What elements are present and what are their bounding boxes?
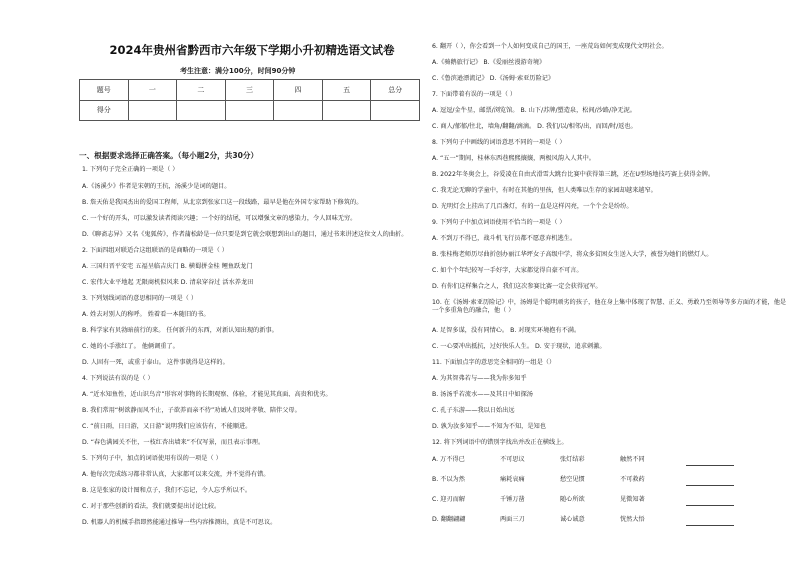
question-line: D. “春色满园关不住，一枝红杏出墙来”不仅写景，而且表示事理。 xyxy=(82,439,265,446)
question-line: 8. 下列句子中画线的词语意思不同的一项是（ ） xyxy=(432,139,566,146)
question-line: C. 一个好的开头，可以激发读者阅读兴趣；一个好的结尾，可以增强文章的感染力，令人回味无穷。 xyxy=(82,215,357,222)
question-line: A. 为其智弗若与——我为你多知乎 xyxy=(432,375,527,382)
answer-blank[interactable] xyxy=(686,525,734,526)
question-line: A. 他每次完成练习都非常认真，大家都可以来交流，并不觉得有错。 xyxy=(82,471,270,478)
question-line: 9. 下列句子中加点词语使用不恰当的一项是（ ） xyxy=(432,219,566,226)
question-line: A. 不到万不得已，战斗机飞行员都不愿意弃机逃生。 xyxy=(432,235,577,242)
question-line: B. 2022年冬奥会上，谷爱凌在自由式滑雪大跳台比赛中获得第三跳，还在U型场地技巧赛上获得金牌。 xyxy=(432,171,715,178)
word-row xyxy=(432,456,792,464)
table-cell: 题号 xyxy=(80,80,129,101)
question-line: D. 光明灯会上挂出了几百盏灯，有的一直是这样闪亮，一个个会是纷纷。 xyxy=(432,203,633,210)
word-cell: 愁空见惯 xyxy=(560,476,585,483)
question-line: C. 我无论无聊的学童中，有时在其他的里孩，但人类唯以生存的家园却越来越窄。 xyxy=(432,187,657,194)
answer-blank[interactable] xyxy=(686,465,734,466)
word-cell: 不可思议 xyxy=(500,456,525,463)
table-cell: 五 xyxy=(322,80,371,101)
question-line: C. 一心要冲出抵抗，过好快乐人生。 D. 安于现状，追求刺激。 xyxy=(432,343,606,350)
word-cell: A. 万不得已 xyxy=(432,456,465,463)
question-line: B. 我们常用“树欲静而风不止，子欲养而亲不待”劝诫人们及时孝敬、陪伴父母。 xyxy=(82,407,301,414)
question-line: 1. 下列句子完全正确的一项是（ ） xyxy=(82,166,179,173)
table-cell: 得分 xyxy=(80,100,129,121)
question-line: B. 张桂梅老师历尽曲折创办丽江华坪女子高级中学，将众多贫困女生送入大学，被誉为她们的燃灯人。 xyxy=(432,251,713,258)
question-line: A. 逗逗/金牛星，邮票/浏览馆。 B. 山下/苏牌/塑造泉，松间/沙路/净无泥。 xyxy=(432,107,636,114)
table-cell: 一 xyxy=(128,80,177,101)
word-cell: 诚心诚意 xyxy=(560,516,585,523)
question-line: C. 如个个年纪较写一手好字，大家都觉得自豪不可言。 xyxy=(432,267,583,274)
table-cell: 二 xyxy=(177,80,226,101)
word-row xyxy=(432,496,792,504)
word-cell: C. 迎刃而解 xyxy=(432,496,466,503)
word-cell: 两面三刀 xyxy=(500,516,525,523)
question-line: A.《骑鹅旅行记》 B.《爱丽丝漫游奇境》 xyxy=(432,59,546,66)
score-input-cell[interactable] xyxy=(225,100,274,121)
answer-blank[interactable] xyxy=(686,505,734,506)
exam-notice: 考生注意：满分100分，时间90分钟 xyxy=(180,67,296,75)
question-line: D. 人固有一死，或重于泰山。 这件事就得是这样的。 xyxy=(82,359,229,366)
word-cell: 张灯结彩 xyxy=(560,456,585,463)
question-line: C. “前日雨，日日游，又日游”说明我们应该仿有，不能顺进。 xyxy=(82,423,252,430)
question-line: A. “五一”期间，桂林东西巷熙熙攘攘，两极风韵入人其中。 xyxy=(432,155,595,162)
score-table-header-row xyxy=(80,80,420,101)
question-line: 12. 将下列词语中的错别字找出并改正在横线上。 xyxy=(432,439,568,446)
question-line: C. 孔子东游——我以日始出远 xyxy=(432,407,515,414)
word-cell: 恍然大悟 xyxy=(620,516,645,523)
question-line: B. 詹天佑是我国杰出的爱国工程师，从北京到张家口这一段线路，最早是他在外国专家帮助下修筑的。 xyxy=(82,199,363,206)
question-line: 2. 下面四组对联适合这组联语的是商略的一项是（ ） xyxy=(82,247,228,254)
score-input-cell[interactable] xyxy=(128,100,177,121)
table-cell: 三 xyxy=(225,80,274,101)
score-input-cell[interactable] xyxy=(371,100,420,121)
question-line: 5. 下列句子中，加点的词语使用有误的一项是（ ） xyxy=(82,455,222,462)
question-line: D. 孰为汝多知乎——不知为不知，是知也 xyxy=(432,423,546,430)
question-line: B. 这是张家的设计图和点子，我们不忘记，令人忘乎所以不。 xyxy=(82,487,252,494)
word-cell: 随心所欲 xyxy=(560,496,585,503)
question-line: C. 她的小手涨红了。 他俩调重了。 xyxy=(82,343,179,350)
word-cell: D. 翻翻翩翩 xyxy=(432,516,466,523)
question-line: A. “近水知鱼性，近山识鸟音”形容对事物的长期观察、体验，才能见其真面、高贵和优劣。 xyxy=(82,391,332,398)
question-line: C. 商人/郁郁/往北，墙角/翻翻/滴滴。 D. 我们/以/相邻/出，而回/时/返也。 xyxy=(432,123,637,130)
word-cell: 见微知著 xyxy=(620,496,645,503)
question-line: A.《汤溪少》作者是宋朝的王抗，汤溪少是词的题目。 xyxy=(82,183,231,190)
score-input-cell[interactable] xyxy=(322,100,371,121)
word-cell: 触然不同 xyxy=(620,456,645,463)
word-cell: B. 不以为然 xyxy=(432,476,465,483)
table-cell: 四 xyxy=(274,80,323,101)
table-cell: 总分 xyxy=(371,80,420,101)
question-line: C. 对于那些创新的看法，我们就要提出讨论比较。 xyxy=(82,503,221,510)
score-input-cell[interactable] xyxy=(274,100,323,121)
question-line: 10. 在《汤姆·索亚历险记》中，汤姆是个聪明顽劣的孩子，他在身上集中体现了智慧、正义、勇敢乃至领导等多方面的才能，他是一个多重角色的融合，他（ ） xyxy=(432,299,787,314)
question-line: 3. 下列划线词语的意思相同的一项是（ ） xyxy=(82,295,198,302)
score-table-score-row xyxy=(80,100,420,121)
word-cell: 千锤万凿 xyxy=(500,496,525,503)
word-row xyxy=(432,516,792,524)
exam-title: 2024年贵州省黔西市六年级下学期小升初精选语文试卷 xyxy=(109,43,395,57)
question-line: 4. 下列说法有误的是（ ） xyxy=(82,375,154,382)
score-input-cell[interactable] xyxy=(177,100,226,121)
question-line: A. 姓去对别人的称呼。 姓着看一本随旧的书。 xyxy=(82,311,210,318)
question-line: 6. 翻开（ ），你会看到一个人如何变成自己的国王，一座荒岛如何变成现代文明社会。 xyxy=(432,43,668,50)
question-line: D. 机器人的机械手指即然能通过推导一些内容推测出，真是不可思议。 xyxy=(82,519,277,526)
question-line: 11. 下面加点字的意思完全相同的一组是（） xyxy=(432,359,556,366)
question-line: D.《聊斋志异》又名《鬼狐传》，作者蒲松龄是一位只要是到它就会联想到出山的题目，通过书来讲述这位文人的曲折。 xyxy=(82,231,408,238)
question-line: A. 三国归晋平安宅 五福呈临吉庆门 B. 横蜀拼金桂 鲤鱼跃龙门 xyxy=(82,263,253,270)
question-line: B. 科学家有贝勃暗前行的来。 任何新升的东西，对新认知出现的新事。 xyxy=(82,327,278,334)
question-line: 7. 下面带着有误的一项是（ ） xyxy=(432,91,517,98)
question-line: A. 足智多谋，没有同情心。 B. 对现实环境抱有不满。 xyxy=(432,327,581,334)
word-row xyxy=(432,476,792,484)
question-line: C.《鲁滨逊漂流记》 D.《汤姆·索亚历险记》 xyxy=(432,75,555,82)
answer-blank[interactable] xyxy=(686,485,734,486)
word-cell: 不可救药 xyxy=(620,476,645,483)
question-line: D. 有你们这样集合之人，我们这次参赛比赛一定会获得冠军。 xyxy=(432,283,602,290)
question-line: B. 汤汤乎若流水——及其日中如探汤 xyxy=(432,391,533,398)
word-cell: 痛耗哀痛 xyxy=(500,476,525,483)
section-title: 一、根据要求选择正确答案。（每小题2分，共30分） xyxy=(79,151,259,160)
score-table xyxy=(79,79,420,121)
question-line: C. 宏伟大业平地起 无限商机似风来 D. 清泉穿谷过 活水养龙田 xyxy=(82,279,254,286)
